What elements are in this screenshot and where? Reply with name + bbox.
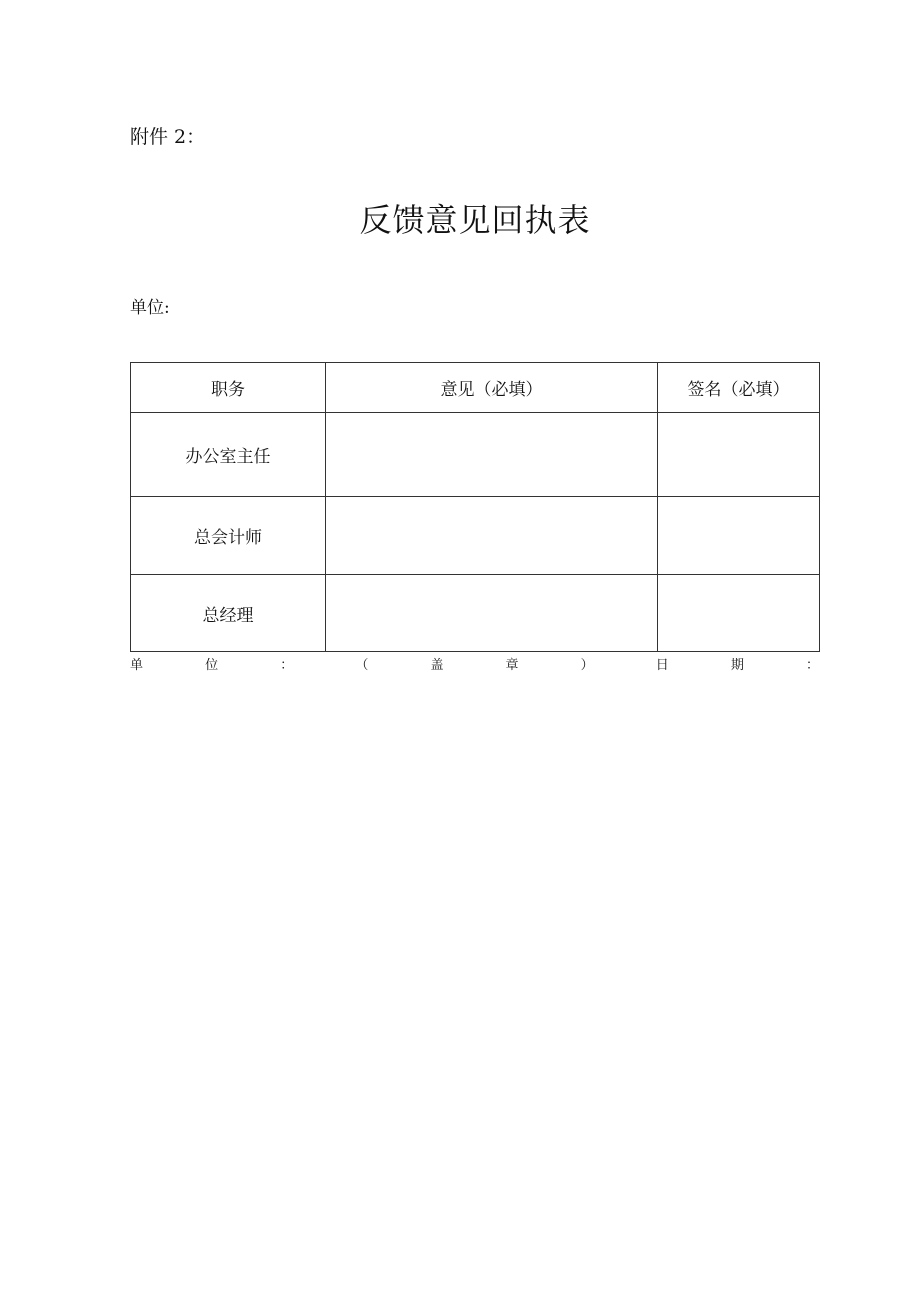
- opinion-cell[interactable]: [326, 575, 658, 652]
- footer-char: 单: [130, 658, 144, 673]
- table-row: [131, 575, 820, 652]
- signature-cell[interactable]: [658, 413, 820, 497]
- opinion-cell[interactable]: [326, 497, 658, 575]
- position-cell: 办公室主任: [131, 413, 326, 497]
- header-opinion: 意见（必填）: [326, 363, 658, 413]
- table-row: [131, 413, 820, 497]
- unit-label: 单位:: [130, 298, 170, 318]
- footer-char: 位: [205, 658, 219, 673]
- signature-cell[interactable]: [658, 575, 820, 652]
- footer-char: 盖: [430, 658, 444, 673]
- footer-char: （: [355, 658, 369, 673]
- position-cell: 总经理: [131, 575, 326, 652]
- footer-stamp-date-line: [130, 657, 819, 675]
- table-row: [131, 497, 820, 575]
- header-position: 职务: [131, 363, 326, 413]
- footer-char: ）: [580, 658, 594, 673]
- position-cell: 总会计师: [131, 497, 326, 575]
- footer-char: 期: [730, 658, 744, 673]
- footer-char: ：: [805, 658, 819, 673]
- header-signature: 签名（必填）: [658, 363, 820, 413]
- footer-char: 章: [505, 658, 519, 673]
- feedback-table: [130, 362, 820, 652]
- footer-char: ：: [280, 658, 294, 673]
- signature-cell[interactable]: [658, 497, 820, 575]
- document-title: 反馈意见回执表: [359, 201, 591, 239]
- table-header-row: [131, 363, 820, 413]
- footer-char: 日: [655, 658, 669, 673]
- opinion-cell[interactable]: [326, 413, 658, 497]
- attachment-label: 附件 2：: [130, 126, 206, 148]
